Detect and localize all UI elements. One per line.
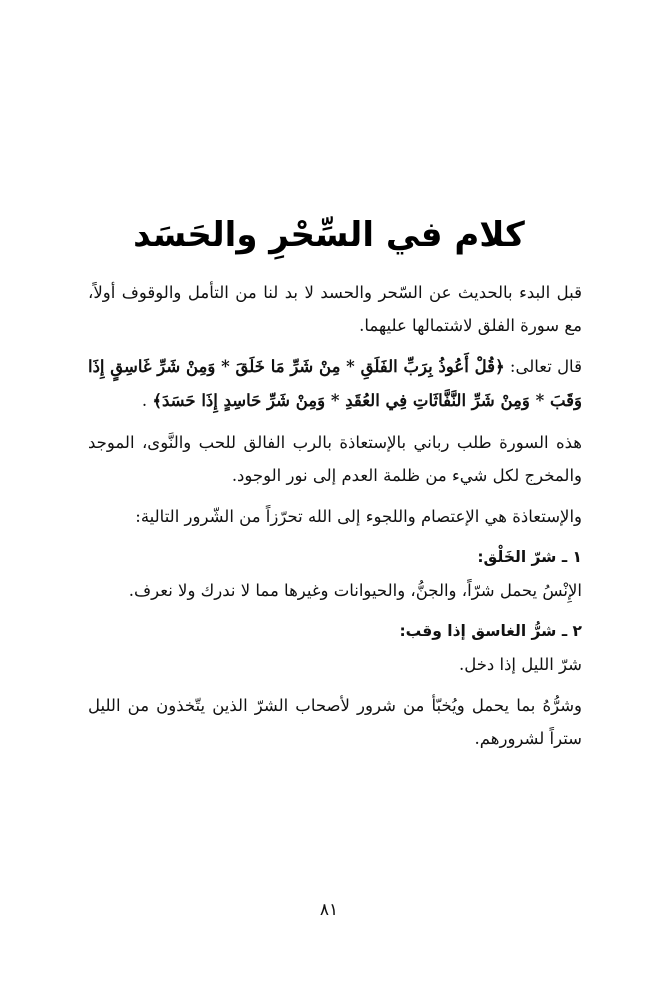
intro-paragraph: قبل البدء بالحديث عن السّحر والحسد لا بد لنا من التأمل والوقوف أولاً، مع سورة الفلق لاشتمالها عليهما. <box>88 283 582 335</box>
item-2-text: شرّ الليل إذا دخل. <box>458 655 582 674</box>
page-number: ٨١ <box>319 900 339 920</box>
item-1-text: الإِنْسُ يحمل شرّاً، والجنُّ، والحيوانات وغيرها مما لا ندرك ولا نعرف. <box>128 581 582 600</box>
verse-lead: قال تعالى: <box>509 357 582 376</box>
verse-paragraph <box>88 350 582 418</box>
paragraph-2: هذه السورة طلب رباني بالإستعاذة بالرب الفالق للحب والنَّوى، الموجد والمخرج لكل شيء من ظلمة العدم إلى نور الوجود. <box>88 433 582 485</box>
verse-end: . <box>141 391 148 410</box>
body-text <box>88 276 582 763</box>
item-2-heading: ٢ ـ شرُّ الغاسق إذا وقب: <box>399 622 582 640</box>
item-1-heading: ١ ـ شرّ الخَلْق: <box>477 548 582 566</box>
paragraph-last: وشرُّهُ بما يحمل ويُخبّأ من شرور لأصحاب الشرّ الذين يتّخذون من الليل ستراً لشرورهم. <box>88 696 582 748</box>
chapter-title: كلام في السِّحْرِ والحَسَد <box>133 215 525 255</box>
paragraph-3: والإستعاذة هي الإعتصام واللجوء إلى الله تحرّزاً من الشّرور التالية: <box>135 507 582 526</box>
quran-verse: ﴿قُلْ أَعُوذُ بِرَبِّ الفَلَقِ * مِنْ شَرِّ مَا خَلَقَ * وَمِنْ شَرِّ غَاسِقٍ إِذَا وَقَبَ * وَمِنْ شَرِّ النَّفَّاثَاتِ فِي العُقَدِ * وَمِنْ شَرِّ حَاسِدٍ إِذَا حَسَدَ﴾ <box>88 357 582 410</box>
